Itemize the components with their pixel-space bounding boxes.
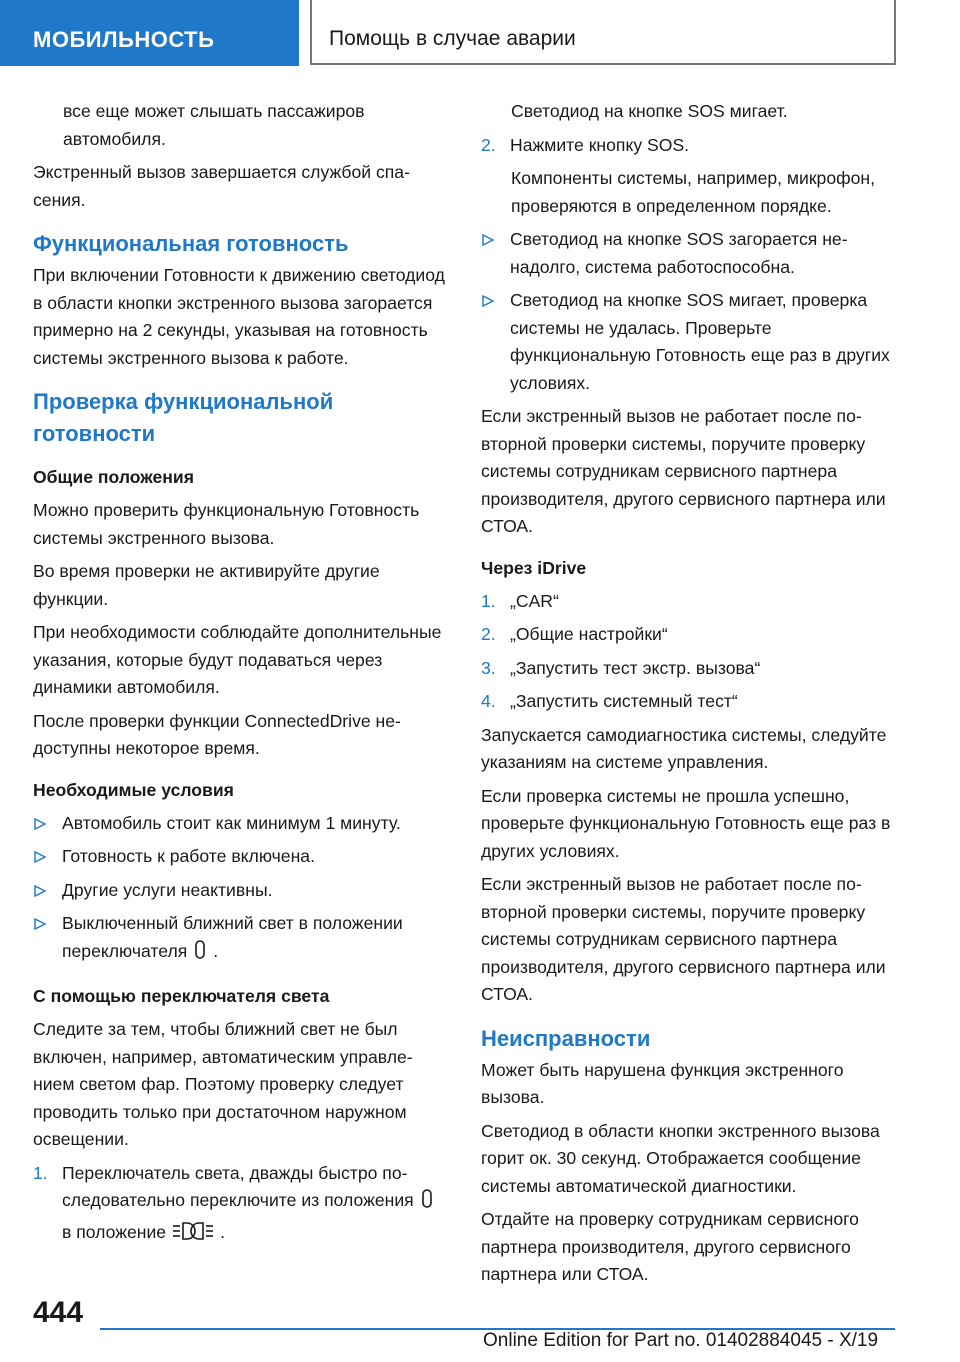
paragraph: Светодиод в области кнопки экстренного вызова горит ок. 30 секунд. Отображается сообщение системы автоматической диагностики. (481, 1120, 880, 1196)
step-item: 2. Нажмите кнопку SOS. (481, 132, 895, 160)
light-switch-off-icon (420, 1188, 434, 1219)
paragraph: Если экстренный вызов не работает после повторной проверки системы, поручите проверку системы сотрудникам сервисного партнера производителя, другого сервисного партнера или СТОА. (481, 874, 886, 1004)
paragraph: Отдайте на проверку сотрудникам сервисного партнера производителя, другого сервисного партнера или СТОА. (481, 1209, 859, 1284)
page-number: 444 (33, 1296, 84, 1329)
list-item: Светодиод на кнопке SOS мигает, проверка системы не удалась. Проверьте функциональную Готовность еще раз в других условиях. (481, 287, 895, 397)
heading-readiness-check: Проверка функциональной готовности (33, 389, 334, 446)
edition-note: Online Edition for Part no. 01402884045 - X/19 (483, 1330, 879, 1351)
heading-functional-readiness: Функциональная готовность (33, 231, 349, 256)
parking-light-icon (172, 1220, 214, 1251)
step-number: 2. (481, 134, 496, 155)
list-item: Выключенный ближний свет в положении переключателя . (33, 910, 446, 969)
paragraph: все еще может слышать пассажиров автомобиля. (63, 101, 365, 149)
triangle-bullet-icon (33, 877, 57, 913)
triangle-bullet-icon (481, 226, 505, 262)
paragraph: Во время проверки не активируйте другие функции. (33, 561, 380, 609)
paragraph: Светодиод на кнопке SOS мигает. (511, 101, 788, 121)
paragraph: Может быть нарушена функция экстренного вызова. (481, 1059, 844, 1107)
light-switch-off-icon (193, 939, 207, 970)
heading-conditions: Необходимые условия (33, 779, 234, 800)
step-item: 3. „Запустить тест экстр. вызова“ (481, 655, 895, 683)
step-item: 1. Переключатель света, дважды быстро последовательно переключите из положенияв положение . (33, 1160, 446, 1251)
paragraph: Компоненты системы, например, микрофон, проверяются в определенном порядке. (511, 168, 875, 216)
page-header (0, 0, 960, 66)
list-item: Другие услуги неактивны. (33, 877, 446, 905)
triangle-bullet-icon (33, 910, 57, 946)
paragraph: Если проверка системы не прошла успешно, проверьте функциональную Готовность еще раз в других условиях. (481, 785, 891, 861)
paragraph: При необходимости соблюдайте дополнительные указания, которые будут подаваться через динамики автомобиля. (33, 622, 442, 697)
step-number: 4. (481, 691, 496, 711)
triangle-bullet-icon (33, 810, 57, 846)
triangle-bullet-icon (33, 843, 57, 879)
paragraph: Если экстренный вызов не работает после повторной проверки системы, поручите проверку системы сотрудникам сервисного партнера производителя, другого сервисного партнера или СТОА. (481, 406, 886, 536)
paragraph: Следите за тем, чтобы ближний свет не был включен, например, автоматическим управлением светом фар. Поэтому проверку следует проводить только при достаточном наружном освещении. (33, 1019, 413, 1149)
list-item: Автомобиль стоит как минимум 1 минуту. (33, 810, 446, 838)
left-column (33, 98, 446, 1256)
step-item: 4. „Запустить системный тест“ (481, 688, 895, 716)
paragraph: При включении Готовности к движению светодиод в области кнопки экстренного вызова загорается примерно на 2 секунды, указывая на готовность системы экстренного вызова к работе. (33, 265, 445, 368)
heading-malfunctions: Неисправности (481, 1025, 651, 1051)
step-item: 1. „CAR“ (481, 588, 895, 616)
list-item: Готовность к работе включена. (33, 843, 446, 871)
step-number: 1. (481, 590, 496, 611)
section-tab: МОБИЛЬНОСТЬ (0, 0, 299, 66)
heading-via-idrive: Через iDrive (481, 557, 587, 578)
heading-general: Общие положения (33, 467, 195, 487)
paragraph: После проверки функции ConnectedDrive недоступны некоторое время. (33, 710, 401, 758)
triangle-bullet-icon (481, 287, 505, 323)
right-column (481, 98, 895, 1295)
step-number: 1. (33, 1162, 48, 1183)
paragraph: Экстренный вызов завершается службой спасения. (33, 162, 410, 210)
step-number: 2. (481, 624, 496, 644)
paragraph: Запускается самодиагностика системы, следуйте указаниям на системе управления. (481, 724, 887, 772)
paragraph: Можно проверить функциональную Готовность системы экстренного вызова. (33, 500, 420, 548)
chapter-title: Помощь в случае аварии (310, 0, 896, 65)
step-item: 2. „Общие настройки“ (481, 621, 895, 649)
step-number: 3. (481, 657, 496, 678)
list-item: Светодиод на кнопке SOS загорается ненадолго, система работоспособна. (481, 226, 895, 281)
heading-light-switch: С помощью переключателя света (33, 986, 330, 1006)
